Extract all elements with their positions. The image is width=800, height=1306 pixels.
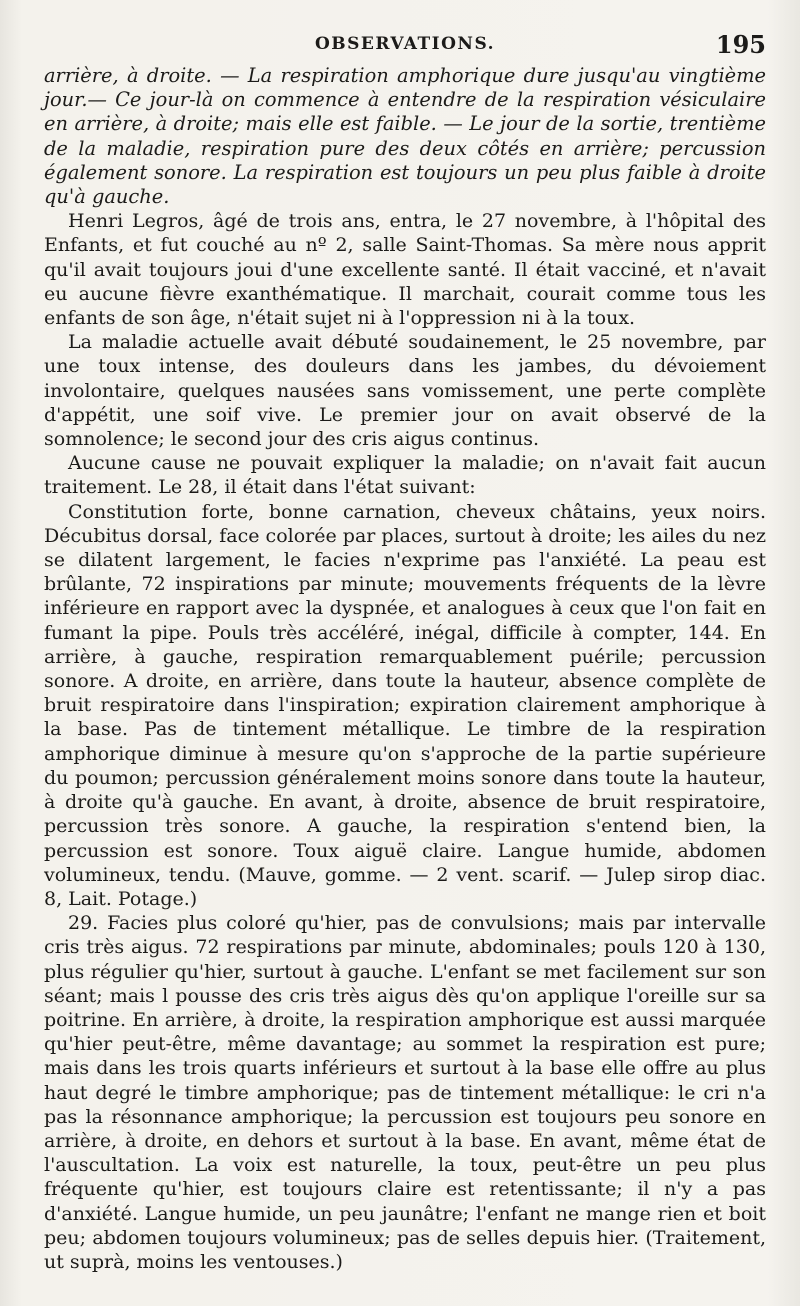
paragraph-cause: Aucune cause ne pouvait expliquer la maladie; on n'avait fait aucun traitement. Le 28, il était dans l'état suivant: [44,452,766,499]
running-head: OBSERVATIONS. [314,34,496,54]
page-header [44,30,766,64]
page-number: 195 [715,30,766,59]
paragraph-continuation: arrière, à droite. — La respiration amphorique dure jusqu'au vingtième jour.— Ce jour-là on commence à entendre de la respiration vésiculaire en arrière, à droite; mais elle est faible. — Le jour de la sortie, trentième de la maladie, respiration pure des deux côtés en arrière; percussion également sonore. La respiration est toujours un peu plus faible à droite qu'à gauche. [44,64,766,209]
paragraph-patient-intro: Henri Legros, âgé de trois ans, entra, le 27 novembre, à l'hôpital des Enfants, et fut couché au nº 2, salle Saint-Thomas. Sa mère nous apprit qu'il avait toujours joui d'une excellente santé. Il était vacciné, et n'avait eu aucune fièvre exanthématique. Il marchait, courait comme tous les enfants de son âge, n'était sujet ni à l'oppression ni à la toux. [44,210,766,330]
paragraph-day-29: 29. Facies plus coloré qu'hier, pas de convulsions; mais par intervalle cris très aigus. 72 respirations par minute, abdominales; pouls 120 à 130, plus régulier qu'hier, surtout à gauche. L'enfant se met facilement sur son séant; mais l pousse des cris très aigus dès qu'on applique l'oreille sur sa poitrine. En arrière, à droite, la respiration amphorique est aussi marquée qu'hier peut-être, même davantage; au sommet la respiration est pure; mais dans les trois quarts inférieurs et surtout à la base elle offre au plus haut degré le timbre amphorique; pas de tintement métallique: le cri n'a pas la résonnance amphorique; la percussion est toujours peu sonore en arrière, à droite, en dehors et surtout à la base. En avant, même état de l'auscultation. La voix est naturelle, la toux, peut-être un peu plus fréquente qu'hier, est toujours claire est retentissante; il n'y a pas d'anxiété. Langue humide, un peu jaunâtre; l'enfant ne mange rien et boit peu; abdomen toujours volumineux; pas de selles depuis hier. (Traitement, ut suprà, moins les ventouses.) [44,912,766,1273]
paragraph-day-28: Constitution forte, bonne carnation, cheveux châtains, yeux noirs. Décubitus dorsal, face colorée par places, surtout à droite; les ailes du nez se dilatent largement, le facies n'exprime pas l'anxiété. La peau est brûlante, 72 inspirations par minute; mouvements fréquents de la lèvre inférieure en rapport avec la dyspnée, et analogues à ceux que l'on fait en fumant la pipe. Pouls très accéléré, inégal, difficile à compter, 144. En arrière, à gauche, respiration remarquablement puérile; percussion sonore. A droite, en arrière, dans toute la hauteur, absence complète de bruit respiratoire dans l'inspiration; expiration clairement amphorique à la base. Pas de tintement métallique. Le timbre de la respiration amphorique diminue à mesure qu'on s'approche de la partie supérieure du poumon; percussion généralement moins sonore dans toute la hauteur, à droite qu'à gauche. En avant, à droite, absence de bruit respiratoire, percussion très sonore. A gauche, la respiration s'entend bien, la percussion est sonore. Toux aiguë claire. Langue humide, abdomen volumineux, tendu. (Mauve, gomme. — 2 vent. scarif. — Julep sirop diac. 8, Lait. Potage.) [44,500,766,910]
paragraph-disease-onset: La maladie actuelle avait débuté soudainement, le 25 novembre, par une toux intense, des douleurs dans les jambes, du dévoiement involontaire, quelques nausées sans vomissement, une perte complète d'appétit, une soif vive. Le premier jour on avait observé de la somnolence; le second jour des cris aigus continus. [44,331,766,451]
